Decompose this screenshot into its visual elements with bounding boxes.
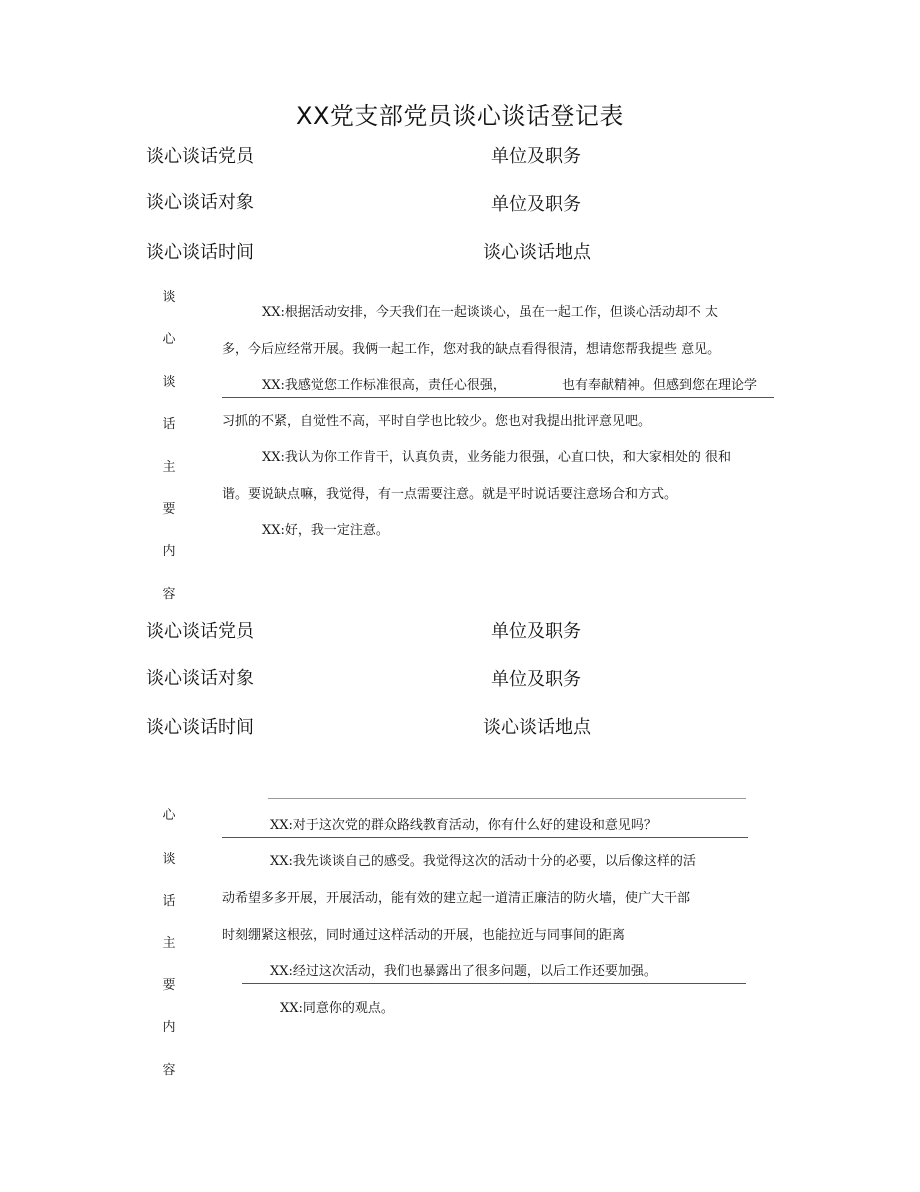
side-label-char: 谈 [162,375,176,390]
talk-place-label: 谈心谈话地点 [483,717,591,738]
unit-position-label: 单位及职务 [491,194,581,215]
paragraph-line: 也有奉献精神。但感到您在理论学 [562,378,758,393]
party-member-label: 谈心谈话党员 [146,146,254,167]
side-label-char: 容 [162,587,176,602]
paragraph-line: 多，今后应经常开展。我俩一起工作，您对我的缺点看得很清，想请您帮我提些 意见。 [222,342,721,357]
talk-place-label: 谈心谈话地点 [483,242,591,263]
side-label-char: 要 [162,978,176,993]
underline-rule [222,397,774,398]
side-label-char: 话 [162,417,176,432]
paragraph-line: XX:我认为你工作肯干，认真负责，业务能力很强，心直口快，和大家相处的 很和 [262,450,732,465]
side-label-char: 主 [162,460,176,475]
talk-time-label: 谈心谈话时间 [146,717,254,738]
side-label-char: 要 [162,502,176,517]
side-label-char: 心 [162,808,176,823]
paragraph-line: XX:我先谈谈自己的感受。我觉得这次的活动十分的必要，以后像这样的活 [270,854,696,869]
talk-target-label: 谈心谈话对象 [146,192,254,213]
paragraph-line: 习抓的不紧，自觉性不高，平时自学也比较少。您也对我提出批评意见吧。 [222,414,652,429]
side-label-char: 心 [162,332,176,347]
paragraph-line: XX:同意你的观点。 [280,1001,394,1016]
side-label-char: 内 [162,544,176,559]
paragraph-line: 时刻绷紧这根弦，同时通过这样活动的开展，也能拉近与同事间的距离 [222,928,626,943]
paragraph-line: XX:好，我一定注意。 [262,523,389,538]
side-label-char: 内 [162,1020,176,1035]
page-title: XX党支部党员谈心谈话登记表 [296,102,624,130]
underline-rule [268,798,746,799]
side-label-char: 话 [162,894,176,909]
talk-time-label: 谈心谈话时间 [146,242,254,263]
talk-target-label: 谈心谈话对象 [146,668,254,689]
paragraph-line: XX:我感觉您工作标准很高，责任心很强， [262,378,506,393]
side-label-char: 谈 [162,290,176,305]
side-label-char: 谈 [162,852,176,867]
side-label-char: 主 [162,936,176,951]
paragraph-line: 谐。要说缺点嘛，我觉得，有一点需要注意。就是平时说话要注意场合和方式。 [222,487,678,502]
unit-position-label: 单位及职务 [491,146,581,167]
paragraph-line: XX:根据活动安排，今天我们在一起谈谈心，虽在一起工作，但谈心活动却不 太 [262,305,719,320]
underline-rule [242,983,746,984]
party-member-label: 谈心谈话党员 [146,621,254,642]
side-label-char: 容 [162,1063,176,1078]
paragraph-line: XX:经过这次活动，我们也暴露出了很多问题，以后工作还要加强。 [270,964,657,979]
paragraph-line: XX:对于这次党的群众路线教育活动，你有什么好的建设和意见吗？ [270,818,657,833]
unit-position-label: 单位及职务 [491,669,581,690]
underline-rule [222,837,748,838]
paragraph-line: 动希望多多开展，开展活动，能有效的建立起一道清正廉洁的防火墙，使广大干部 [222,891,691,906]
unit-position-label: 单位及职务 [491,621,581,642]
